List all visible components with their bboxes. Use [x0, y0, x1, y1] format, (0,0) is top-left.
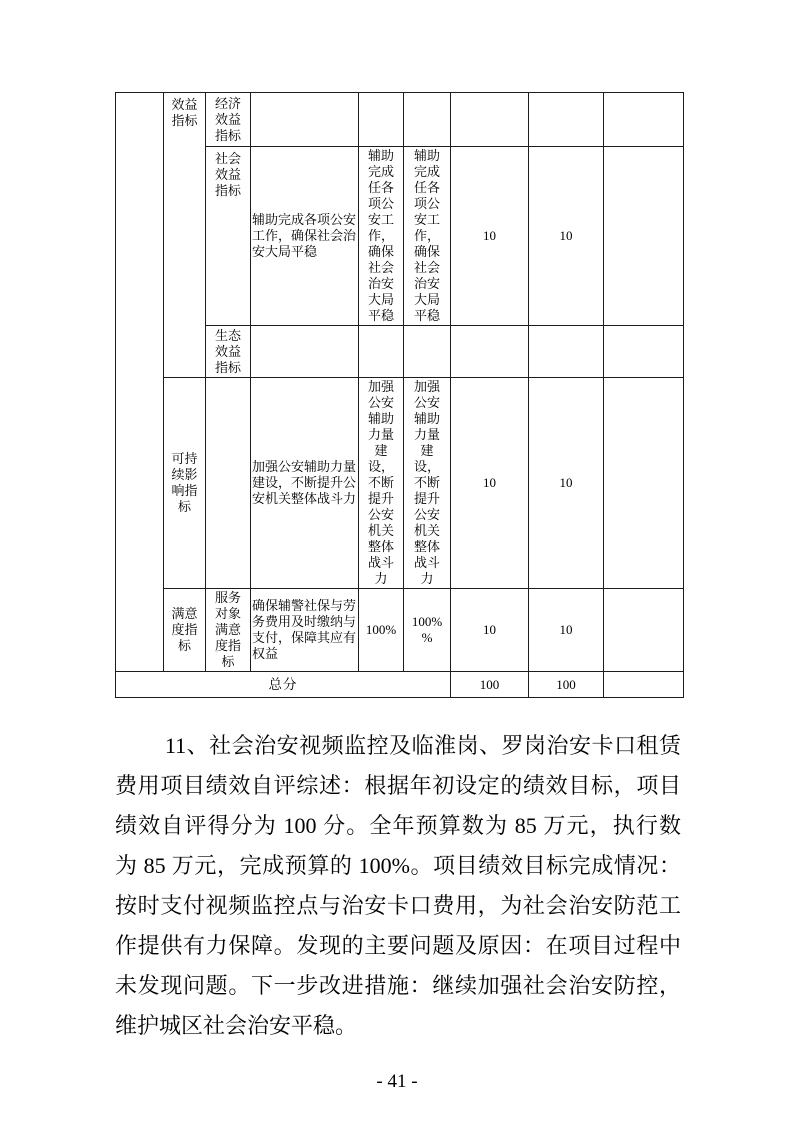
summary-line: 未发现问题。下一步改进措施：继续加强社会治安防控， — [115, 973, 681, 998]
table-cell-social-target: 辅助完成任各项公安工作，确保社会治安大局平稳 — [359, 147, 404, 326]
table-cell-economic-target — [359, 93, 404, 147]
table-cell-satisfaction-weight: 10 — [451, 589, 529, 672]
summary-line: 按时支付视频监控点与治安卡口费用，为社会治安防范工 — [115, 893, 681, 918]
table-cell-sustainability-weight: 10 — [451, 378, 529, 589]
table-cell-social-score: 10 — [529, 147, 604, 326]
table-cell-social-level2: 社会效益指标 — [206, 147, 251, 326]
table-cell-sustainability-level2 — [206, 378, 251, 589]
table-cell-sustainability-target: 加强公安辅助力量建设，不断提升公安机关整体战斗力 — [359, 378, 404, 589]
table-row-satisfaction — [116, 589, 684, 672]
table-cell-total-score: 100 — [529, 672, 604, 698]
summary-line: 维护城区社会治安平稳。 — [115, 1013, 358, 1038]
table-cell-total-note — [604, 672, 684, 698]
summary-line: 绩效自评得分为 100 分。全年预算数为 85 万元，执行数 — [115, 813, 681, 838]
table-cell-economic-weight — [451, 93, 529, 147]
table-cell-economic-actual — [404, 93, 451, 147]
table-cell-satisfaction-actual: 100%% — [404, 589, 451, 672]
performance-indicator-table — [115, 92, 684, 698]
table-cell-benefit-level1: 效益指标 — [164, 93, 206, 378]
table-cell-total-weight: 100 — [451, 672, 529, 698]
table-cell-social-note — [604, 147, 684, 326]
table-cell-satisfaction-level2: 服务对象满意度指标 — [206, 589, 251, 672]
table-cell-ecological-score — [529, 326, 604, 378]
table-cell-satisfaction-note — [604, 589, 684, 672]
table-cell-ecological-level2: 生态效益指标 — [206, 326, 251, 378]
table-cell-sustainability-level1: 可持续影响指标 — [164, 378, 206, 589]
summary-line: 为 85 万元，完成预算的 100%。项目绩效目标完成情况： — [115, 853, 681, 878]
table-row-total — [116, 672, 684, 698]
table-cell-ecological-actual — [404, 326, 451, 378]
page-number: - 41 - — [376, 1071, 418, 1092]
table-row-sustainability — [116, 378, 684, 589]
table-cell-sustainability-score: 10 — [529, 378, 604, 589]
summary-line: 11、社会治安视频监控及临淮岗、罗岗治安卡口租赁 — [165, 733, 681, 758]
summary-line: 作提供有力保障。发现的主要问题及原因：在项目过程中 — [115, 933, 681, 958]
table-cell-ecological-target — [359, 326, 404, 378]
table-cell-satisfaction-level1: 满意度指标 — [164, 589, 206, 672]
table-cell-social-actual: 辅助完成任各项公安工作，确保社会治安大局平稳 — [404, 147, 451, 326]
table-cell-satisfaction-indicator: 确保辅警社保与劳务费用及时缴纳与支付，保障其应有权益 — [251, 589, 359, 672]
table-cell-sustainability-note — [604, 378, 684, 589]
table-cell-satisfaction-score: 10 — [529, 589, 604, 672]
table-cell-social-indicator: 辅助完成各项公安工作，确保社会治安大局平稳 — [251, 147, 359, 326]
table-cell-total-label: 总分 — [116, 672, 451, 698]
table-cell-economic-note — [604, 93, 684, 147]
table-row-economic — [116, 93, 684, 147]
table-cell-economic-level2: 经济效益指标 — [206, 93, 251, 147]
table-cell-economic-score — [529, 93, 604, 147]
self-evaluation-summary — [115, 726, 681, 1046]
table-cell-ecological-indicator — [251, 326, 359, 378]
table-cell-left-blank — [116, 93, 164, 672]
table-cell-economic-indicator — [251, 93, 359, 147]
table-cell-ecological-note — [604, 326, 684, 378]
table-cell-social-weight: 10 — [451, 147, 529, 326]
table-cell-sustainability-actual: 加强公安辅助力量建设，不断提升公安机关整体战斗力 — [404, 378, 451, 589]
table-cell-sustainability-indicator: 加强公安辅助力量建设，不断提升公安机关整体战斗力 — [251, 378, 359, 589]
table-cell-ecological-weight — [451, 326, 529, 378]
summary-line: 费用项目绩效自评综述：根据年初设定的绩效目标，项目 — [115, 773, 681, 798]
table-cell-satisfaction-target: 100% — [359, 589, 404, 672]
